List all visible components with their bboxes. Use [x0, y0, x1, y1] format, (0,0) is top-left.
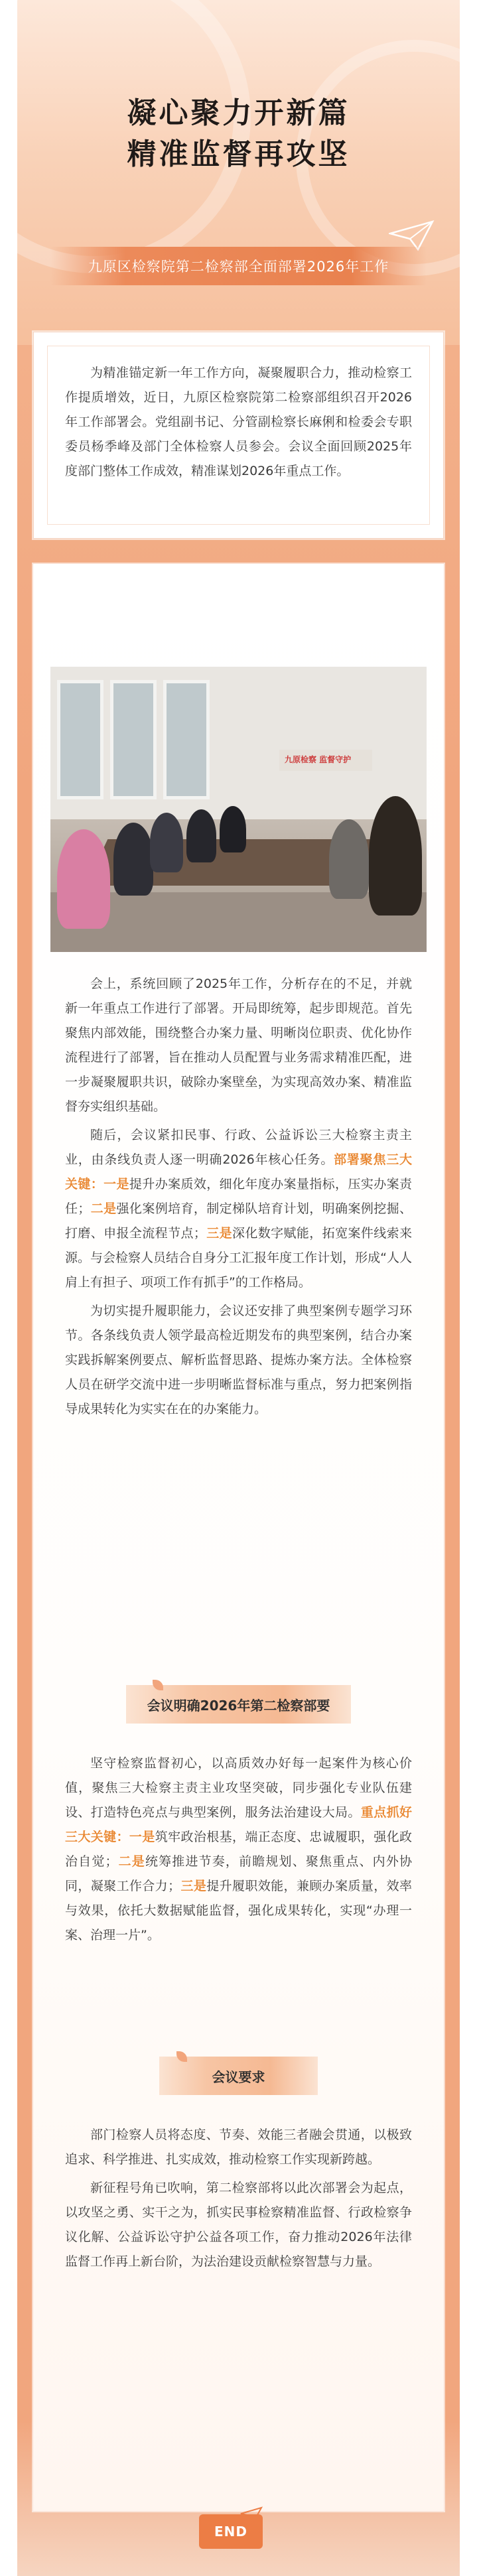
section-2-body: [65, 2123, 412, 2278]
text-run: 提升履职效能，兼顾办案质量，效率与效果，依托大数据赋能监督，强化成果转化，实现“办理一案、治理一片”。: [65, 1879, 412, 1942]
photo-person: [369, 796, 422, 915]
body-section: [65, 972, 412, 1426]
leaf-icon: [153, 1680, 163, 1690]
highlight-text: 重点抓好三大关键：一是: [65, 1805, 412, 1844]
meeting-photo: [50, 667, 427, 952]
photo-person: [113, 823, 153, 896]
intro-inner: [47, 346, 430, 525]
photo-window: [163, 680, 210, 799]
text-run: 筑牢政治根基，端正态度、忠诚履职，强化政治自觉；: [65, 1830, 412, 1869]
photo-wall: [50, 667, 427, 819]
body-paragraph-2: [65, 1123, 412, 1295]
text-run: 随后，会议紧扣民事、行政、公益诉讼三大检察主责主业，由条线负责人逐一明确2026年核心任务。: [65, 1128, 412, 1167]
subtitle-bar: [50, 247, 427, 285]
intro-paragraph: 为精准锚定新一年工作方向，凝聚履职合力，推动检察工作提质增效，近日，九原区检察院第二检察部组织召开2026年工作部署会。党组副书记、分管副检察长麻俐和检委会专职委员杨季峰及部门全体检察人员参会。会议全面回顾2025年度部门整体工作成效，精准谋划2026年重点工作。: [65, 366, 412, 478]
photo-window: [110, 680, 157, 799]
section-2-paragraph-2: 新征程号角已吹响，第二检察部将以此次部署会为起点，以攻坚之勇、实干之为，抓实民事检察精准监督、行政检察争议化解、公益诉讼守护公益各项工作，奋力推动2026年法律监督工作再上新台阶，为法治建设贡献检察智慧与力量。: [65, 2181, 412, 2269]
photo-banner-text: 九原检察 监督守护: [285, 755, 352, 764]
title-line-1: 凝心聚力开新篇: [127, 96, 350, 130]
section-1-body: [65, 1751, 412, 1952]
photo-banner: [279, 750, 372, 771]
highlight-text: 二是: [90, 1201, 117, 1216]
header-banner: [17, 0, 460, 345]
section-heading-1-text: 会议明确2026年第二检察部要: [147, 1697, 330, 1714]
highlight-text: 二是: [117, 1854, 145, 1869]
photo-person: [220, 806, 246, 852]
leaf-icon: [176, 2051, 187, 2062]
body-paragraph-3: 为切实提升履职能力，会议还安排了典型案例专题学习环节。各条线负责人领学最高检近期发布的典型案例，结合办案实践拆解案例要点、解析监督思路、提炼办案方法。全体检察人员在研学交流中进一步明晰监督标准与重点，努力把案例指导成果转化为实实在在的办案能力。: [65, 1304, 412, 1416]
section-heading-2-text: 会议要求: [212, 2068, 265, 2085]
title-line-2: 精准监督再攻坚: [127, 137, 350, 171]
section-1-paragraph: [65, 1751, 412, 1948]
text-run: 统筹推进节奏，前瞻规划、聚焦重点、内外协同，凝聚工作合力；: [65, 1854, 412, 1893]
end-label: END: [214, 2524, 247, 2540]
photo-person: [186, 809, 216, 862]
highlight-text: 三是: [206, 1226, 232, 1241]
body-paragraph-1: 会上，系统回顾了2025年工作，分析存在的不足，并就新一年重点工作进行了部署。开局即统筹，起步即规范。首先聚焦内部效能，围绕整合办案力量、明晰岗位职责、优化协作流程进行了部署，旨在推动人员配置与业务需求精准匹配，进一步凝聚履职共识，破除办案壁垒，为实现高效办案、精准监督夯实组织基础。: [65, 977, 412, 1114]
text-run: 深化数字赋能，拓宽案件线索来源。与会检察人员结合自身分工汇报年度工作计划，形成“人人肩上有担子、项项工作有抓手”的工作格局。: [65, 1226, 412, 1290]
text-run: 提升办案质效，细化年度办案量指标，压实办案责任；: [65, 1177, 412, 1216]
section-heading-1: [126, 1685, 351, 1724]
photo-person: [57, 829, 110, 929]
photo-person: [329, 819, 369, 899]
highlight-text: 三是: [180, 1879, 207, 1893]
section-2-paragraph-1: 部门检察人员将态度、节奏、效能三者融会贯通，以极致追求、科学推进、扎实成效，推动检察工作实现新跨越。: [65, 2128, 412, 2167]
frame-right: [460, 0, 477, 2576]
highlight-text: 部署聚焦三大关键：一是: [65, 1152, 412, 1191]
photo-window: [57, 680, 103, 799]
text-run: 强化案例培育，制定梯队培育计划，明确案例挖掘、打磨、申报全流程节点；: [65, 1201, 412, 1241]
photo-person: [150, 813, 183, 872]
main-card: [33, 564, 444, 2511]
paper-plane-icon: [240, 2506, 263, 2522]
page-title: [17, 93, 460, 175]
intro-card: [33, 332, 444, 539]
subtitle: 九原区检察院第二检察部全面部署2026年工作: [88, 259, 389, 275]
text-run: 坚守检察监督初心，以高质效办好每一起案件为核心价值，聚焦三大检察主责主业攻坚突破，同步强化专业队伍建设、打造特色亮点与典型案例，服务法治建设大局。: [65, 1756, 412, 1820]
frame-left: [0, 0, 17, 2576]
section-heading-2: [159, 2057, 318, 2095]
